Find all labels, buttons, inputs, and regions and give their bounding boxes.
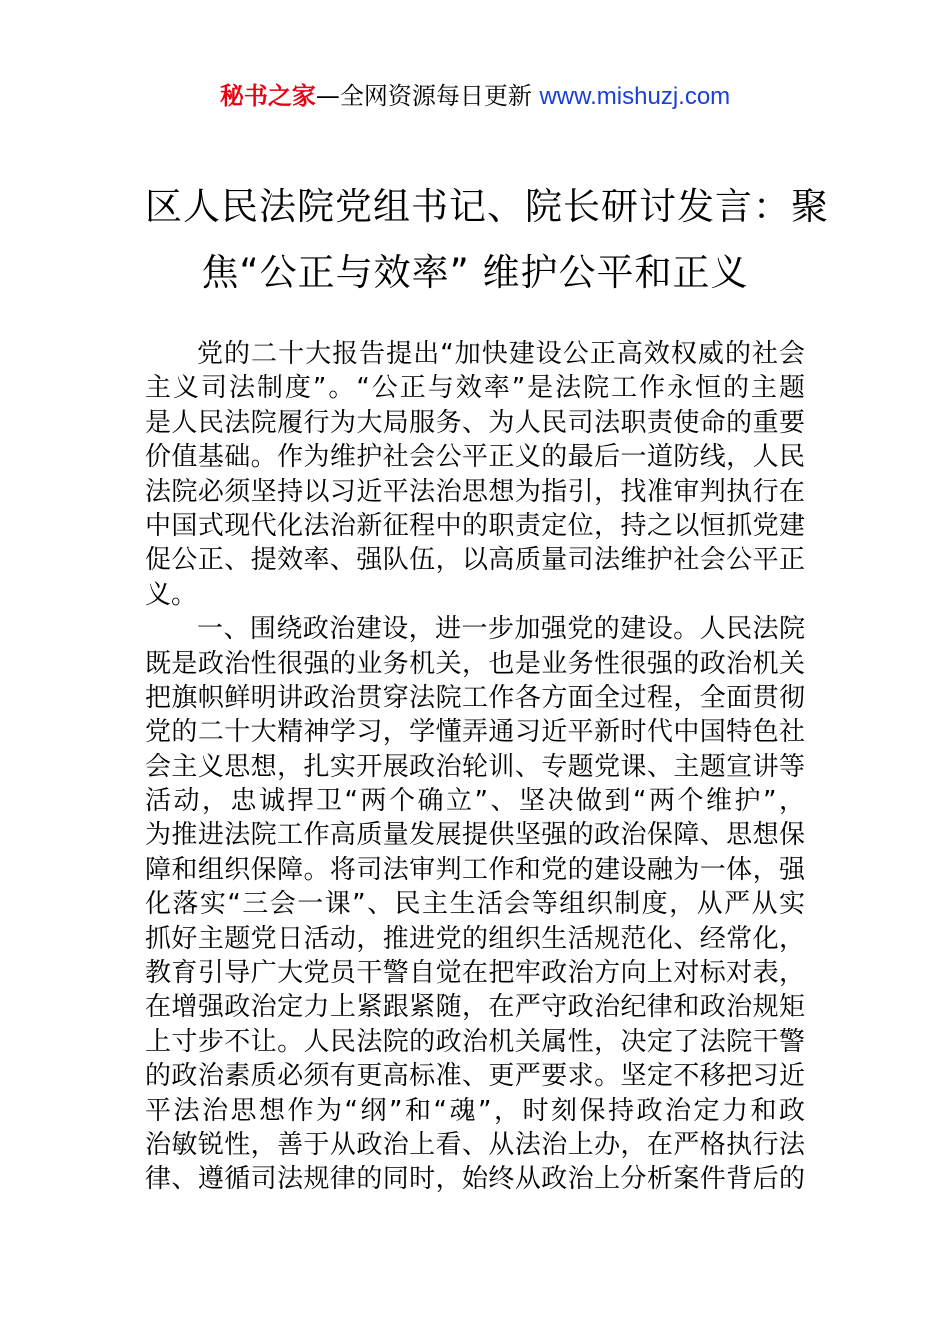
text-line: 活动，忠诚捍卫“两个确立”、坚决做到“两个维护”，	[145, 786, 805, 817]
text-line: 是人民法院履行为大局服务、为人民司法职责使命的重要	[145, 407, 805, 438]
title-line-2: 焦“公正与效率” 维护公平和正义	[201, 251, 749, 294]
text-line: 障和组织保障。将司法审判工作和党的建设融为一体，强	[145, 854, 805, 885]
text-line: 把旗帜鲜明讲政治贯穿法院工作各方面全过程，全面贯彻	[145, 682, 805, 713]
text-line: 义。	[145, 579, 198, 610]
text-line: 上寸步不让。人民法院的政治机关属性，决定了法院干警	[145, 1026, 805, 1057]
text-line: 为推进法院工作高质量发展提供坚强的政治保障、思想保	[145, 820, 805, 851]
text-line: 一、围绕政治建设，进一步加强党的建设。人民法院	[197, 614, 805, 645]
text-line: 促公正、提效率、强队伍，以高质量司法维护社会公平正	[145, 545, 805, 576]
text-line: 化落实“三会一课”、民主生活会等组织制度，从严从实	[145, 889, 805, 920]
text-line: 价值基础。作为维护社会公平正义的最后一道防线，人民	[145, 442, 805, 473]
document-body	[145, 337, 805, 1197]
document-title	[145, 174, 829, 306]
text-line: 党的二十大报告提出“加快建设公正高效权威的社会	[197, 339, 805, 369]
text-line: 党的二十大精神学习，学懂弄通习近平新时代中国特色社	[145, 717, 805, 748]
paragraph-intro	[145, 337, 805, 612]
text-line: 的政治素质必须有更高标准、更严要求。坚定不移把习近	[145, 1061, 805, 1092]
title-line-1: 区人民法院党组书记、院长研讨发言：聚	[145, 185, 829, 228]
text-line: 教育引导广大党员干警自觉在把牢政治方向上对标对表，	[145, 958, 805, 989]
paragraph-section-1	[145, 612, 805, 1197]
text-line: 既是政治性很强的业务机关，也是业务性很强的政治机关	[145, 648, 805, 679]
text-line: 中国式现代化法治新征程中的职责定位，持之以恒抓党建	[145, 510, 805, 541]
text-line: 主义司法制度”。“公正与效率”是法院工作永恒的主题	[145, 373, 805, 404]
text-line: 律、遵循司法规律的同时，始终从政治上分析案件背后的	[145, 1164, 805, 1195]
text-line: 抓好主题党日活动，推进党的组织生活规范化、经常化，	[145, 923, 805, 954]
text-line: 治敏锐性，善于从政治上看、从法治上办，在严格执行法	[145, 1129, 805, 1160]
site-tagline: —全网资源每日更新	[315, 82, 540, 110]
site-brand: 秘书之家	[219, 82, 316, 110]
site-header	[0, 80, 950, 113]
text-line: 法院必须坚持以习近平法治思想为指引，找准审判执行在	[145, 476, 805, 507]
text-line: 在增强政治定力上紧跟紧随，在严守政治纪律和政治规矩	[145, 992, 805, 1023]
site-url-link[interactable]: www.mishuzj.com	[539, 83, 731, 110]
text-line: 会主义思想，扎实开展政治轮训、专题党课、主题宣讲等	[145, 751, 805, 782]
text-line: 平法治思想作为“纲”和“魂”，时刻保持政治定力和政	[145, 1095, 805, 1126]
